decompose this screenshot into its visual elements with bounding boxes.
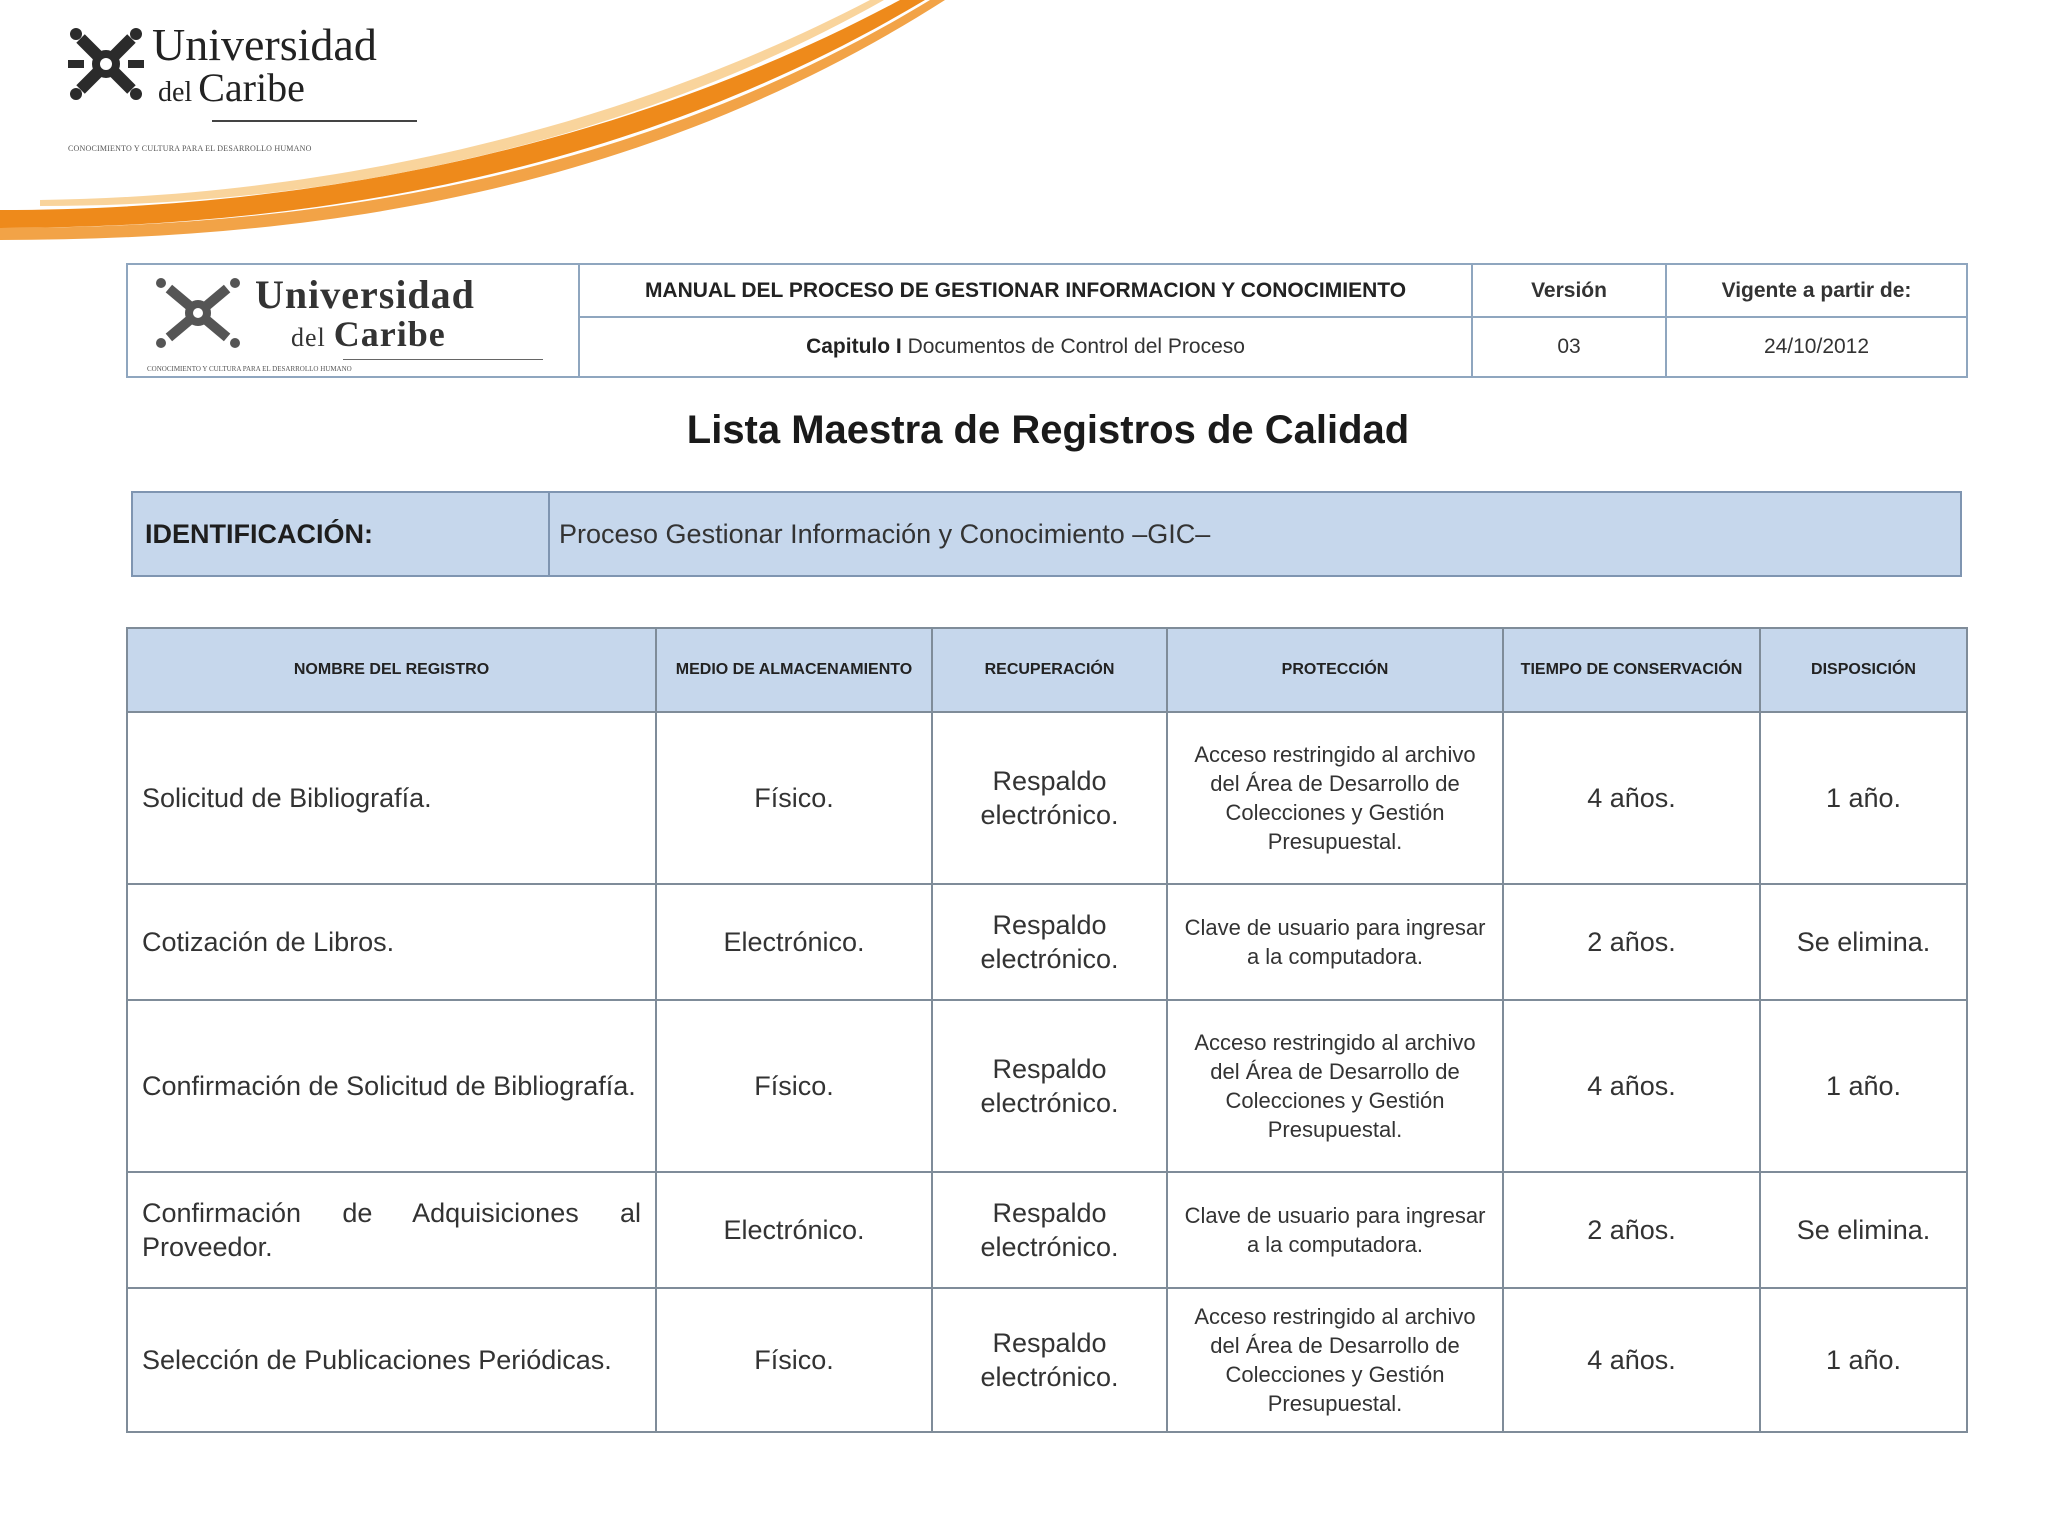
- recovery: Respaldo electrónico.: [932, 1172, 1167, 1288]
- protection: Clave de usuario para ingresar a la computadora.: [1167, 884, 1503, 1000]
- chapter-label: Capitulo I: [806, 335, 902, 358]
- version-label: Versión: [1472, 264, 1666, 317]
- logo-tagline: CONOCIMIENTO Y CULTURA PARA EL DESARROLLO HUMANO: [68, 144, 312, 153]
- version-value: 03: [1472, 317, 1666, 377]
- column-header: PROTECCIÓN: [1167, 628, 1503, 712]
- effective-date-value: 24/10/2012: [1666, 317, 1967, 377]
- storage-medium: Físico.: [656, 1000, 932, 1172]
- records-table: [126, 627, 1968, 1433]
- retention-time: 2 años.: [1503, 884, 1760, 1000]
- manual-title: MANUAL DEL PROCESO DE GESTIONAR INFORMACION Y CONOCIMIENTO: [579, 264, 1472, 317]
- record-name: Solicitud de Bibliografía.: [127, 712, 656, 884]
- table-header-row: [127, 628, 1967, 712]
- disposition: 1 año.: [1760, 712, 1967, 884]
- retention-time: 2 años.: [1503, 1172, 1760, 1288]
- table-row: [127, 1000, 1967, 1172]
- university-emblem-icon: [62, 20, 150, 108]
- chapter-line: [579, 317, 1472, 377]
- column-header: RECUPERACIÓN: [932, 628, 1167, 712]
- disposition: 1 año.: [1760, 1288, 1967, 1432]
- logo-divider: [212, 120, 417, 122]
- disposition: Se elimina.: [1760, 884, 1967, 1000]
- brand-line2: del Caribe: [158, 65, 305, 110]
- recovery: Respaldo electrónico.: [932, 884, 1167, 1000]
- identification-label: IDENTIFICACIÓN:: [145, 519, 373, 549]
- record-name: Selección de Publicaciones Periódicas.: [127, 1288, 656, 1432]
- header-brand-line1: Universidad: [255, 271, 475, 317]
- identification-box: [131, 491, 1962, 577]
- storage-medium: Físico.: [656, 712, 932, 884]
- protection: Acceso restringido al archivo del Área de Desarrollo de Colecciones y Gestión Presupuestal.: [1167, 1000, 1503, 1172]
- storage-medium: Electrónico.: [656, 884, 932, 1000]
- recovery: Respaldo electrónico.: [932, 1000, 1167, 1172]
- column-header: TIEMPO DE CONSERVACIÓN: [1503, 628, 1760, 712]
- table-row: [127, 1172, 1967, 1288]
- header-logo-cell: [127, 264, 579, 377]
- record-name: Cotización de Libros.: [127, 884, 656, 1000]
- disposition: Se elimina.: [1760, 1172, 1967, 1288]
- university-emblem-icon: [149, 273, 247, 353]
- document-header-table: [126, 263, 1968, 378]
- recovery: Respaldo electrónico.: [932, 712, 1167, 884]
- record-name: Confirmación de Adquisiciones al Proveedor.: [127, 1172, 656, 1288]
- table-row: [127, 712, 1967, 884]
- protection: Clave de usuario para ingresar a la computadora.: [1167, 1172, 1503, 1288]
- effective-date-label: Vigente a partir de:: [1666, 264, 1967, 317]
- table-row: [127, 884, 1967, 1000]
- retention-time: 4 años.: [1503, 712, 1760, 884]
- chapter-text: Documentos de Control del Proceso: [907, 335, 1245, 358]
- brand-line1: Universidad: [152, 19, 377, 70]
- table-row: [127, 1288, 1967, 1432]
- retention-time: 4 años.: [1503, 1288, 1760, 1432]
- identification-value: Proceso Gestionar Información y Conocimiento –GIC–: [559, 519, 1211, 549]
- column-header: DISPOSICIÓN: [1760, 628, 1967, 712]
- header-logo: [143, 271, 563, 371]
- retention-time: 4 años.: [1503, 1000, 1760, 1172]
- protection: Acceso restringido al archivo del Área de Desarrollo de Colecciones y Gestión Presupuestal.: [1167, 1288, 1503, 1432]
- header-logo-divider: [343, 359, 543, 360]
- disposition: 1 año.: [1760, 1000, 1967, 1172]
- storage-medium: Físico.: [656, 1288, 932, 1432]
- column-header: MEDIO DE ALMACENAMIENTO: [656, 628, 932, 712]
- record-name: Confirmación de Solicitud de Bibliografía.: [127, 1000, 656, 1172]
- recovery: Respaldo electrónico.: [932, 1288, 1167, 1432]
- protection: Acceso restringido al archivo del Área de Desarrollo de Colecciones y Gestión Presupuestal.: [1167, 712, 1503, 884]
- column-header: NOMBRE DEL REGISTRO: [127, 628, 656, 712]
- document-title: Lista Maestra de Registros de Calidad: [686, 408, 1410, 452]
- university-logo: [62, 16, 377, 153]
- storage-medium: Electrónico.: [656, 1172, 932, 1288]
- header-logo-tagline: CONOCIMIENTO Y CULTURA PARA EL DESARROLLO HUMANO: [147, 364, 352, 373]
- identification-divider: [548, 493, 550, 575]
- header-brand-line2: del Caribe: [291, 313, 446, 354]
